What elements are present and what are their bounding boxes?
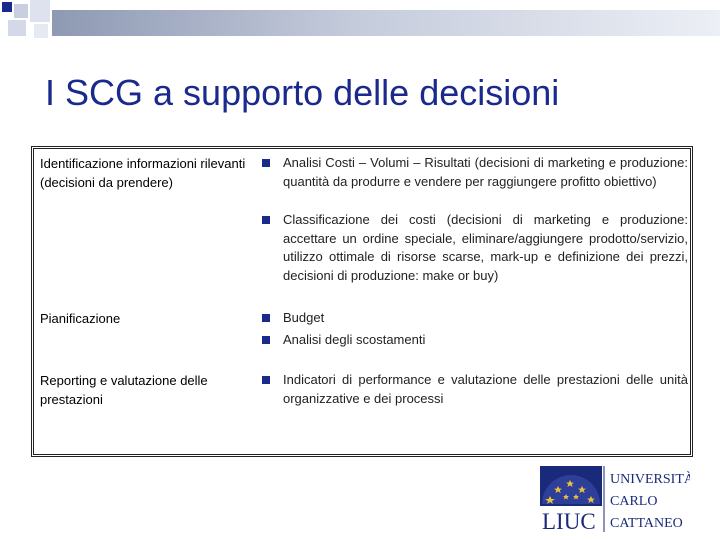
- decoration-square: [34, 24, 48, 38]
- row-label: Pianificazione: [40, 311, 121, 326]
- svg-text:UNIVERSITÀ: UNIVERSITÀ: [610, 472, 690, 487]
- row-label: Reporting e valutazione delle prestazioni: [40, 373, 208, 407]
- header-decoration-bar: [52, 10, 720, 36]
- university-logo: [540, 466, 690, 532]
- bullet-icon: [262, 216, 270, 224]
- svg-text:CARLO: CARLO: [610, 494, 658, 509]
- decision-table: [31, 146, 693, 457]
- list-item: Indicatori di performance e valutazione delle prestazioni delle unità organizzative e dei processi: [283, 372, 688, 406]
- page-title: I SCG a supporto delle decisioni: [45, 72, 560, 113]
- bullet-icon: [262, 336, 270, 344]
- decoration-square: [2, 2, 12, 12]
- decoration-square: [30, 0, 50, 22]
- list-item: Classificazione dei costi (decisioni di marketing e produzione: accettare un ordine speciale, eliminare/aggiungere prodotto/servizio, utilizzo ottimale di risorse scarse, mark-up e definizione dei prezzi, decisioni di produzione: make or buy): [283, 212, 688, 283]
- svg-text:CATTANEO: CATTANEO: [610, 516, 683, 531]
- decoration-square: [14, 4, 28, 18]
- logo-mark-text: LIUC: [542, 509, 596, 532]
- bullet-icon: [262, 376, 270, 384]
- list-item: Budget: [283, 310, 325, 325]
- row-label: Identificazione informazioni rilevanti (decisioni da prendere): [40, 156, 246, 190]
- decoration-square: [8, 20, 26, 36]
- list-item: Analisi Costi – Volumi – Risultati (decisioni di marketing e produzione: quantità da produrre e vendere per raggiungere profitto obiettivo): [283, 155, 688, 189]
- bullet-icon: [262, 314, 270, 322]
- liuc-logo-graphic: [540, 466, 690, 532]
- list-item: Analisi degli scostamenti: [283, 332, 426, 347]
- bullet-icon: [262, 159, 270, 167]
